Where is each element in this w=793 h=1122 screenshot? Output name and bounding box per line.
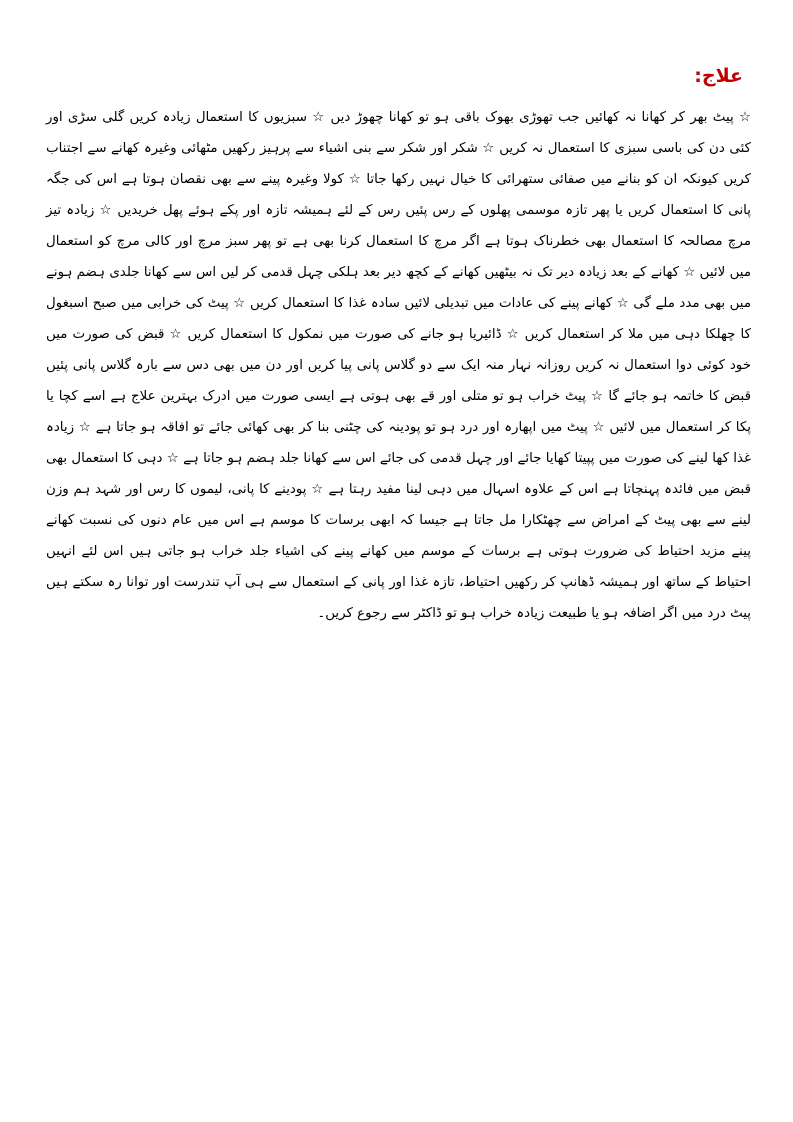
section-heading: علاج: <box>694 65 743 87</box>
remedies-paragraph: ☆ پیٹ بھر کر کھانا نہ کھائیں جب تھوڑی بھوک باقی ہو تو کھانا چھوڑ دیں ☆ سبزیوں کا استعمال زیادہ کریں گلی سڑی اور کئی دن کی باسی سبزی کا استعمال نہ کریں ☆ شکر اور شکر سے بنی اشیاء سے پرہیز رکھیں مٹھائی وغیرہ کھانے سے اجتناب کریں کیونکہ ان کو بنانے میں صفائی ستھرائی کا خیال نہیں رکھا جاتا ☆ کولا وغیرہ پینے سے بھی نقصان ہوتا ہے اس کی جگہ پانی کا استعمال کریں یا پھر تازہ موسمی پھلوں کے رس پئیں رس کے لئے ہمیشہ تازہ اور پکے ہوئے پھل خریدیں ☆ زیادہ تیز مرچ مصالحہ کا استعمال بھی خطرناک ہوتا ہے اگر مرچ کا استعمال کرنا بھی ہے تو پھر سبز مرچ اور کالی مرچ کو استعمال میں لائیں ☆ کھانے کے بعد زیادہ دیر تک نہ بیٹھیں کھانے کے کچھ دیر بعد ہلکی چہل قدمی کر لیں اس سے کھانا جلدی ہضم ہونے میں بھی مدد ملے گی ☆ کھانے پینے کی عادات میں تبدیلی لائیں سادہ غذا کا استعمال کریں ☆ پیٹ کی خرابی میں صبح اسبغول کا چھلکا دہی میں ملا کر استعمال کریں ☆ ڈائیریا ہو جانے کی صورت میں نمکول کا استعمال کریں ☆ قبض کی صورت میں خود کوئی دوا استعمال نہ کریں روزانہ نہار منہ ایک سے دو گلاس پانی پیا کریں اور دن میں بھی دس سے بارہ گلاس پانی پئیں قبض کا خاتمہ ہو جائے گا ☆ پیٹ خراب ہو تو متلی اور قے بھی ہوتی ہے ایسی صورت میں ادرک بہترین علاج ہے اسے کچا یا پکا کر استعمال میں لائیں ☆ پیٹ میں اپھارہ اور درد ہو تو پودینہ کی چٹنی بنا کر بھی کھائی جائے تو افاقہ ہو جاتا ہے ☆ زیادہ غذا کھا لینے کی صورت میں پپیتا کھایا جائے اور چہل قدمی کی جائے اس سے کھانا جلد ہضم ہو جاتا ہے ☆ دہی کا استعمال بھی قبض میں فائدہ پہنچاتا ہے اس کے علاوہ اسہال میں دہی لینا مفید رہتا ہے ☆ پودینے کا پانی، لیموں کا رس اور شہد ہم وزن لینے سے بھی پیٹ کے امراض سے چھٹکارا مل جاتا ہے جیسا کہ ابھی برسات کا موسم ہے اس میں عام دنوں کی نسبت کھانے پینے مزید احتیاط کی ضرورت ہوتی ہے برسات کے موسم میں کھانے پینے کی اشیاء جلد خراب ہو جاتی ہیں اس لئے انہیں احتیاط کے ساتھ اور ہمیشہ ڈھانپ کر رکھیں احتیاط، تازہ غذا اور پانی کے استعمال سے ہی آپ تندرست اور توانا رہ سکتے ہیں پیٹ درد میں اگر اضافہ ہو یا طبیعت زیادہ خراب ہو تو ڈاکٹر سے رجوع کریں۔ <box>46 110 751 621</box>
